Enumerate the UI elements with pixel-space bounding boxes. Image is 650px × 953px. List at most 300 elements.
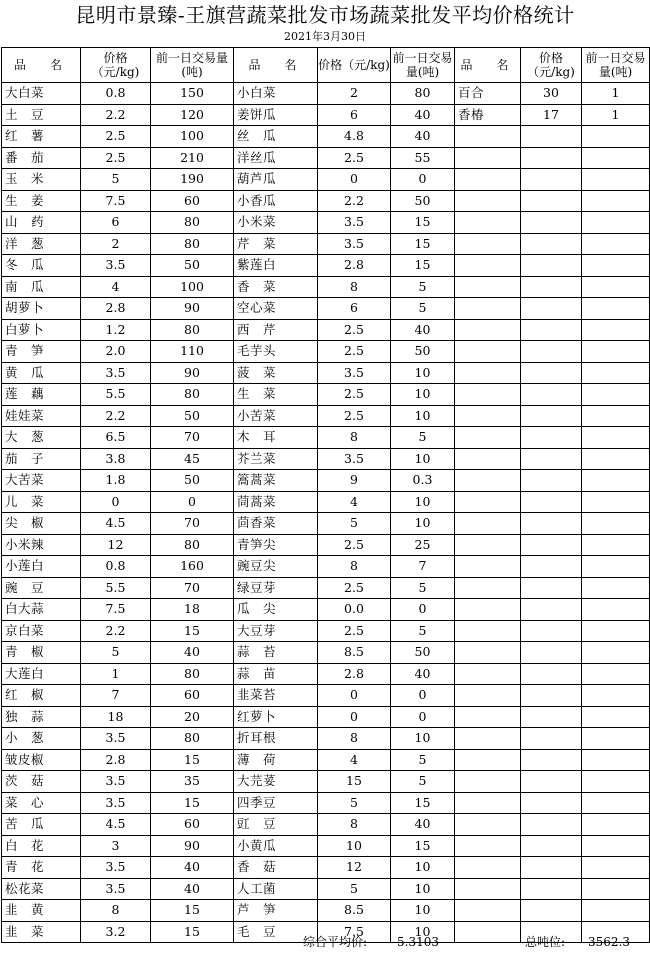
- cell-name: 芦 笋: [234, 900, 318, 922]
- table-row: [2, 728, 650, 750]
- cell-name: 皱皮椒: [2, 749, 81, 771]
- cell-price: [521, 255, 582, 277]
- cell-price: 3.5: [81, 771, 151, 793]
- cell-volume: 50: [151, 255, 234, 277]
- cell-price: 0: [318, 685, 391, 707]
- cell-name: [455, 685, 521, 707]
- cell-volume: 90: [151, 362, 234, 384]
- cell-volume: 10: [391, 491, 455, 513]
- header-name: 品 名: [455, 48, 521, 83]
- table-row: [2, 706, 650, 728]
- cell-price: 6: [318, 298, 391, 320]
- cell-name: 白 花: [2, 835, 81, 857]
- table-row: [2, 212, 650, 234]
- cell-volume: 90: [151, 298, 234, 320]
- cell-volume: 5: [391, 749, 455, 771]
- table-row: [2, 577, 650, 599]
- table-row: [2, 190, 650, 212]
- cell-price: 1.2: [81, 319, 151, 341]
- cell-volume: [582, 771, 650, 793]
- cell-volume: [582, 470, 650, 492]
- cell-price: [521, 814, 582, 836]
- cell-price: 6.5: [81, 427, 151, 449]
- cell-name: 蒜 苗: [234, 663, 318, 685]
- cell-price: [521, 448, 582, 470]
- cell-volume: 70: [151, 513, 234, 535]
- cell-price: [521, 749, 582, 771]
- cell-price: [521, 319, 582, 341]
- cell-name: 蒜 苔: [234, 642, 318, 664]
- cell-name: 空心菜: [234, 298, 318, 320]
- cell-name: 香 菜: [234, 276, 318, 298]
- cell-price: [521, 835, 582, 857]
- report-title: 昆明市景臻-王旗营蔬菜批发市场蔬菜批发平均价格统计: [75, 3, 575, 27]
- cell-price: 2.5: [318, 620, 391, 642]
- cell-name: 小米辣: [2, 534, 81, 556]
- cell-volume: 5: [391, 276, 455, 298]
- cell-price: 5: [81, 169, 151, 191]
- cell-price: [521, 212, 582, 234]
- cell-price: 2.2: [81, 104, 151, 126]
- cell-price: 3.5: [81, 255, 151, 277]
- cell-name: [455, 599, 521, 621]
- cell-name: 毛芋头: [234, 341, 318, 363]
- cell-name: 青笋尖: [234, 534, 318, 556]
- cell-name: 尖 椒: [2, 513, 81, 535]
- header-price: 价格（元/kg): [81, 48, 151, 83]
- table-row: [2, 534, 650, 556]
- cell-name: 白萝卜: [2, 319, 81, 341]
- cell-volume: 0: [391, 599, 455, 621]
- cell-price: 2.2: [318, 190, 391, 212]
- cell-price: [521, 642, 582, 664]
- cell-name: 土 豆: [2, 104, 81, 126]
- cell-price: [521, 233, 582, 255]
- cell-name: 茄 子: [2, 448, 81, 470]
- cell-name: [455, 405, 521, 427]
- cell-price: [521, 362, 582, 384]
- cell-name: 儿 菜: [2, 491, 81, 513]
- cell-name: [455, 491, 521, 513]
- cell-volume: 80: [151, 212, 234, 234]
- cell-volume: [582, 900, 650, 922]
- cell-name: 洋 葱: [2, 233, 81, 255]
- table-row: [2, 255, 650, 277]
- cell-name: [455, 792, 521, 814]
- table-row: [2, 104, 650, 126]
- cell-name: 白大蒜: [2, 599, 81, 621]
- cell-volume: 210: [151, 147, 234, 169]
- cell-volume: 15: [391, 255, 455, 277]
- table-row: [2, 276, 650, 298]
- cell-volume: 18: [151, 599, 234, 621]
- table-row: [2, 792, 650, 814]
- cell-volume: 15: [391, 792, 455, 814]
- cell-volume: [582, 663, 650, 685]
- cell-volume: 15: [151, 900, 234, 922]
- cell-price: 2.5: [81, 126, 151, 148]
- cell-name: 红 椒: [2, 685, 81, 707]
- cell-volume: 40: [151, 857, 234, 879]
- cell-price: 1.8: [81, 470, 151, 492]
- cell-name: 韭菜苔: [234, 685, 318, 707]
- cell-price: 3.8: [81, 448, 151, 470]
- cell-volume: 5: [391, 577, 455, 599]
- cell-price: 0: [81, 491, 151, 513]
- cell-name: 小苦菜: [234, 405, 318, 427]
- header-volume: 前一日交易量(吨): [151, 48, 234, 83]
- cell-price: [521, 534, 582, 556]
- cell-volume: 20: [151, 706, 234, 728]
- total-tonnage-label: 总吨位:: [525, 935, 566, 949]
- cell-volume: 0: [151, 491, 234, 513]
- cell-name: 南 瓜: [2, 276, 81, 298]
- cell-volume: [582, 642, 650, 664]
- cell-price: 4.5: [81, 814, 151, 836]
- cell-name: 葫芦瓜: [234, 169, 318, 191]
- cell-volume: [582, 448, 650, 470]
- table-row: [2, 556, 650, 578]
- cell-volume: 5: [391, 427, 455, 449]
- cell-price: 4.5: [81, 513, 151, 535]
- cell-price: 8: [318, 814, 391, 836]
- cell-name: 小 葱: [2, 728, 81, 750]
- table-row: [2, 233, 650, 255]
- cell-price: [521, 276, 582, 298]
- cell-volume: 70: [151, 577, 234, 599]
- table-row: [2, 491, 650, 513]
- cell-volume: 15: [391, 212, 455, 234]
- cell-volume: 10: [391, 728, 455, 750]
- cell-price: 2: [318, 83, 391, 105]
- cell-price: 4.8: [318, 126, 391, 148]
- cell-name: 生 姜: [2, 190, 81, 212]
- cell-name: 大白菜: [2, 83, 81, 105]
- report-date: 2021年3月30日: [284, 30, 366, 43]
- table-row: [2, 513, 650, 535]
- header-volume: 前一日交易量(吨): [391, 48, 455, 83]
- cell-volume: 60: [151, 190, 234, 212]
- cell-volume: 40: [151, 642, 234, 664]
- cell-volume: 10: [391, 448, 455, 470]
- cell-price: 3: [81, 835, 151, 857]
- table-row: [2, 620, 650, 642]
- cell-price: 2: [81, 233, 151, 255]
- cell-volume: 60: [151, 685, 234, 707]
- total-tonnage-value: 3562.3: [588, 935, 630, 949]
- cell-name: [455, 642, 521, 664]
- cell-volume: [582, 276, 650, 298]
- table-row: [2, 147, 650, 169]
- cell-name: 折耳根: [234, 728, 318, 750]
- table-row: [2, 427, 650, 449]
- cell-price: [521, 491, 582, 513]
- cell-name: 薄 荷: [234, 749, 318, 771]
- cell-name: 韭 黄: [2, 900, 81, 922]
- cell-volume: 40: [391, 663, 455, 685]
- cell-price: 8: [318, 276, 391, 298]
- cell-name: 玉 米: [2, 169, 81, 191]
- cell-price: 3.5: [81, 857, 151, 879]
- cell-volume: [582, 878, 650, 900]
- cell-volume: 90: [151, 835, 234, 857]
- cell-price: 18: [81, 706, 151, 728]
- cell-price: 8.5: [318, 642, 391, 664]
- cell-price: 5: [318, 513, 391, 535]
- cell-volume: 15: [151, 620, 234, 642]
- cell-price: [521, 620, 582, 642]
- cell-volume: 10: [391, 405, 455, 427]
- cell-name: 小香瓜: [234, 190, 318, 212]
- cell-name: [455, 728, 521, 750]
- table-row: [2, 900, 650, 922]
- cell-volume: 15: [151, 792, 234, 814]
- header-name: 品 名: [234, 48, 318, 83]
- cell-volume: 45: [151, 448, 234, 470]
- cell-name: [455, 577, 521, 599]
- header-name: 品 名: [2, 48, 81, 83]
- cell-price: 2.5: [318, 319, 391, 341]
- cell-volume: 1: [582, 83, 650, 105]
- cell-price: [521, 599, 582, 621]
- cell-name: [455, 319, 521, 341]
- cell-name: 豌豆尖: [234, 556, 318, 578]
- cell-price: [521, 341, 582, 363]
- cell-name: 瓜 尖: [234, 599, 318, 621]
- cell-name: 毛 豆: [234, 921, 318, 943]
- cell-name: 豌 豆: [2, 577, 81, 599]
- cell-volume: 80: [151, 663, 234, 685]
- cell-name: 苦 瓜: [2, 814, 81, 836]
- cell-name: 独 蒜: [2, 706, 81, 728]
- cell-volume: [582, 534, 650, 556]
- cell-name: [455, 900, 521, 922]
- cell-volume: [582, 706, 650, 728]
- cell-volume: 5: [391, 298, 455, 320]
- cell-price: 2.5: [318, 577, 391, 599]
- cell-price: 12: [318, 857, 391, 879]
- cell-volume: 50: [151, 470, 234, 492]
- cell-volume: 110: [151, 341, 234, 363]
- table-row: [2, 169, 650, 191]
- cell-name: [455, 749, 521, 771]
- cell-name: [455, 771, 521, 793]
- cell-name: 松花菜: [2, 878, 81, 900]
- table-row: [2, 405, 650, 427]
- cell-price: 2.5: [81, 147, 151, 169]
- cell-name: 姜饼瓜: [234, 104, 318, 126]
- cell-volume: 80: [151, 319, 234, 341]
- cell-volume: [582, 599, 650, 621]
- cell-price: 15: [318, 771, 391, 793]
- average-price-value: 5.3103: [397, 935, 439, 949]
- cell-volume: [582, 513, 650, 535]
- cell-volume: [582, 792, 650, 814]
- cell-name: [455, 126, 521, 148]
- cell-volume: [582, 491, 650, 513]
- cell-price: 7: [81, 685, 151, 707]
- cell-volume: [582, 577, 650, 599]
- cell-name: 青 椒: [2, 642, 81, 664]
- cell-volume: [582, 147, 650, 169]
- cell-price: 30: [521, 83, 582, 105]
- table-row: [2, 126, 650, 148]
- cell-volume: 15: [151, 921, 234, 943]
- table-row: [2, 319, 650, 341]
- cell-volume: 40: [391, 814, 455, 836]
- cell-price: 2.8: [81, 749, 151, 771]
- cell-name: [455, 921, 521, 943]
- cell-name: [455, 276, 521, 298]
- cell-volume: 100: [151, 126, 234, 148]
- cell-price: 5.5: [81, 577, 151, 599]
- cell-name: [455, 534, 521, 556]
- table-row: [2, 362, 650, 384]
- cell-price: [521, 857, 582, 879]
- cell-price: 4: [318, 749, 391, 771]
- cell-name: 西 芹: [234, 319, 318, 341]
- cell-volume: 50: [151, 405, 234, 427]
- header-price: 价格（元/kg): [318, 48, 391, 83]
- cell-name: 黄 瓜: [2, 362, 81, 384]
- cell-name: 青 笋: [2, 341, 81, 363]
- cell-volume: 5: [391, 620, 455, 642]
- table-row: [2, 341, 650, 363]
- cell-price: 2.2: [81, 405, 151, 427]
- cell-name: 香椿: [455, 104, 521, 126]
- cell-name: [455, 255, 521, 277]
- cell-name: 小莲白: [2, 556, 81, 578]
- cell-name: 大莲白: [2, 663, 81, 685]
- cell-price: 1: [81, 663, 151, 685]
- cell-volume: [582, 857, 650, 879]
- cell-volume: [582, 319, 650, 341]
- cell-price: 8: [318, 728, 391, 750]
- cell-volume: 40: [391, 104, 455, 126]
- cell-name: 四季豆: [234, 792, 318, 814]
- cell-volume: 40: [151, 878, 234, 900]
- cell-price: 5: [318, 878, 391, 900]
- cell-name: [455, 513, 521, 535]
- cell-name: [455, 857, 521, 879]
- cell-price: 2.8: [81, 298, 151, 320]
- cell-price: 2.5: [318, 534, 391, 556]
- cell-name: 大豆芽: [234, 620, 318, 642]
- cell-price: [521, 706, 582, 728]
- cell-name: [455, 556, 521, 578]
- cell-price: 8: [318, 556, 391, 578]
- cell-name: 茨 菇: [2, 771, 81, 793]
- table-row: [2, 878, 650, 900]
- cell-volume: 80: [391, 83, 455, 105]
- cell-price: 2.0: [81, 341, 151, 363]
- table-row: [2, 749, 650, 771]
- table-row: [2, 835, 650, 857]
- cell-volume: 7: [391, 556, 455, 578]
- cell-price: 5: [318, 792, 391, 814]
- cell-name: [455, 212, 521, 234]
- cell-price: [521, 147, 582, 169]
- cell-name: 番 茄: [2, 147, 81, 169]
- cell-volume: 190: [151, 169, 234, 191]
- cell-name: [455, 814, 521, 836]
- cell-volume: 15: [391, 233, 455, 255]
- cell-volume: 10: [391, 900, 455, 922]
- cell-volume: [582, 126, 650, 148]
- cell-name: [455, 427, 521, 449]
- cell-name: 绿豆芽: [234, 577, 318, 599]
- cell-price: 9: [318, 470, 391, 492]
- cell-volume: 80: [151, 728, 234, 750]
- cell-volume: 50: [391, 341, 455, 363]
- cell-price: 0: [318, 706, 391, 728]
- cell-price: [521, 728, 582, 750]
- cell-volume: [582, 255, 650, 277]
- cell-volume: [582, 362, 650, 384]
- cell-name: [455, 233, 521, 255]
- cell-price: 3.5: [81, 792, 151, 814]
- cell-name: 豇 豆: [234, 814, 318, 836]
- cell-name: 丝 瓜: [234, 126, 318, 148]
- table-row: [2, 83, 650, 105]
- header-price: 价格（元/kg): [521, 48, 582, 83]
- cell-price: 2.8: [318, 255, 391, 277]
- cell-volume: [582, 405, 650, 427]
- cell-volume: 15: [391, 835, 455, 857]
- cell-name: 芥兰菜: [234, 448, 318, 470]
- cell-volume: [582, 620, 650, 642]
- cell-price: 2.5: [318, 147, 391, 169]
- cell-name: 山 药: [2, 212, 81, 234]
- cell-volume: 1: [582, 104, 650, 126]
- cell-name: 小黄瓜: [234, 835, 318, 857]
- cell-price: 3.2: [81, 921, 151, 943]
- cell-price: 3.5: [81, 728, 151, 750]
- cell-volume: 5: [391, 771, 455, 793]
- cell-volume: 0: [391, 706, 455, 728]
- cell-name: 菠 菜: [234, 362, 318, 384]
- cell-name: [455, 706, 521, 728]
- cell-name: 娃娃菜: [2, 405, 81, 427]
- cell-volume: [582, 556, 650, 578]
- cell-price: 2.8: [318, 663, 391, 685]
- cell-volume: 10: [391, 878, 455, 900]
- cell-name: [455, 190, 521, 212]
- cell-volume: 150: [151, 83, 234, 105]
- cell-price: [521, 126, 582, 148]
- cell-price: [521, 792, 582, 814]
- cell-price: 4: [318, 491, 391, 513]
- cell-name: 菜 心: [2, 792, 81, 814]
- cell-name: 生 菜: [234, 384, 318, 406]
- cell-volume: 80: [151, 233, 234, 255]
- cell-name: 青 花: [2, 857, 81, 879]
- cell-price: 7.5: [81, 190, 151, 212]
- cell-price: 5: [81, 642, 151, 664]
- cell-volume: 60: [151, 814, 234, 836]
- table-row: [2, 857, 650, 879]
- cell-name: 红萝卜: [234, 706, 318, 728]
- cell-volume: [582, 728, 650, 750]
- cell-volume: 0: [391, 685, 455, 707]
- cell-price: 8: [318, 427, 391, 449]
- cell-name: 百合: [455, 83, 521, 105]
- cell-volume: 80: [151, 384, 234, 406]
- cell-price: 2.5: [318, 405, 391, 427]
- cell-name: 人工菌: [234, 878, 318, 900]
- cell-volume: [582, 298, 650, 320]
- cell-price: [521, 900, 582, 922]
